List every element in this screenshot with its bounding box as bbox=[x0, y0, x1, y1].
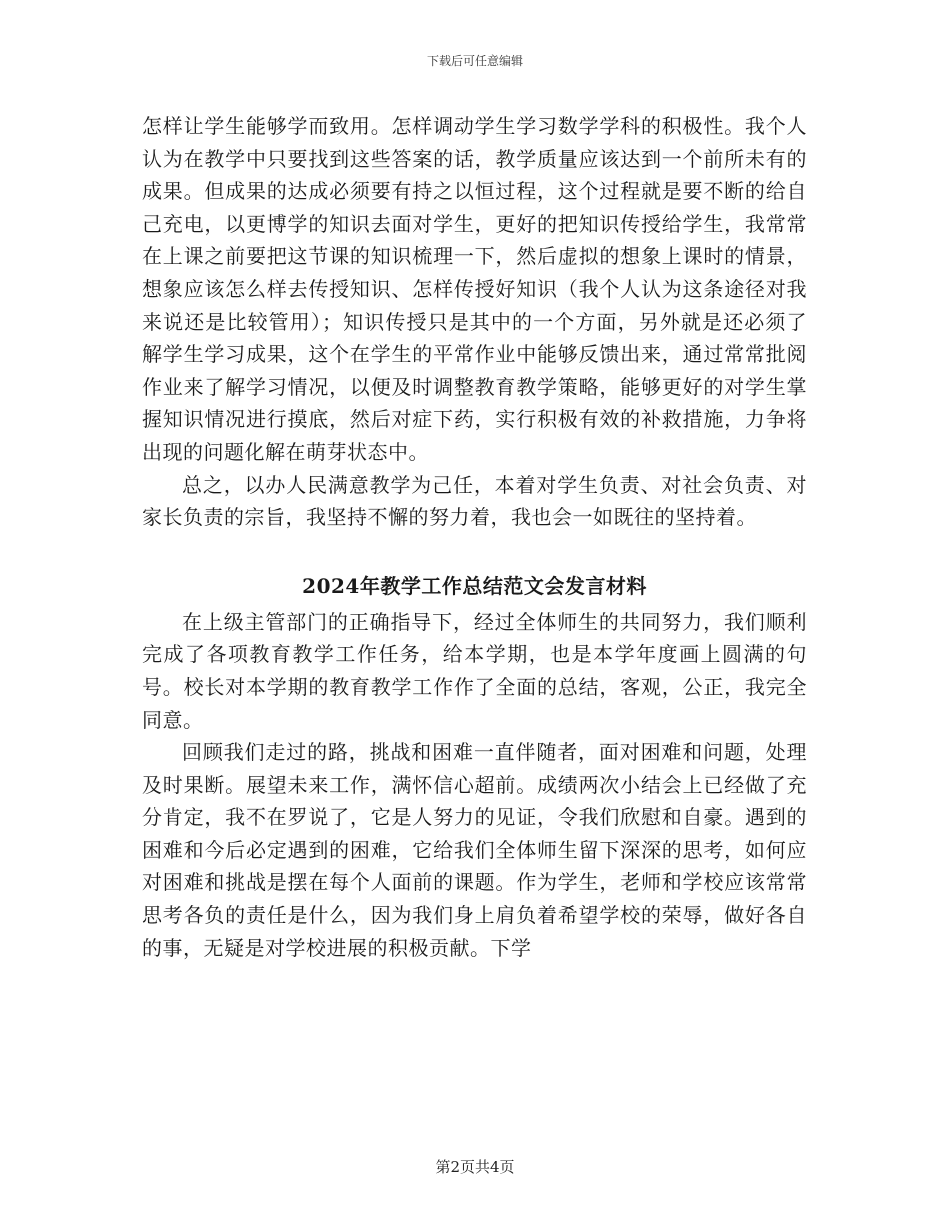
paragraph-conclusion: 总之，以办人民满意教学为己任，本着对学生负责、对社会负责、对家长负责的宗旨，我坚持不懈的努力着，我也会一如既往的坚持着。 bbox=[142, 472, 807, 530]
paragraph-continued: 怎样让学生能够学而致用。怎样调动学生学习数学学科的积极性。我个人认为在教学中只要找到这些答案的话，教学质量应该达到一个前所未有的成果。但成果的达成必须要有持之以恒过程，这个过程就是要不断的给自己充电，以更博学的知识去面对学生，更好的把知识传授给学生，我常常在上课之前要把这节课的知识梳理一下，然后虚拟的想象上课时的情景，想象应该怎么样去传授知识、怎样传授好知识（我个人认为这条途径对我来说还是比较管用）；知识传授只是其中的一个方面，另外就是还必须了解学生学习成果，这个在学生的平常作业中能够反馈出来，通过常常批阅作业来了解学习情况，以便及时调整教育教学策略，能够更好的对学生掌握知识情况进行摸底，然后对症下药，实行积极有效的补救措施，力争将出现的问题化解在萌芽状态中。 bbox=[142, 114, 807, 464]
paragraph-intro: 在上级主管部门的正确指导下，经过全体师生的共同努力，我们顺利完成了各项教育教学工作任务，给本学期，也是本学年度画上圆满的句号。校长对本学期的教育教学工作作了全面的总结，客观，公正，我完全同意。 bbox=[142, 609, 807, 732]
document-body bbox=[142, 110, 807, 964]
section-title: 2024年教学工作总结范文会发言材料 bbox=[302, 573, 647, 598]
page-header: 下载后可任意编辑 bbox=[426, 54, 523, 68]
page-footer: 第2页共4页 bbox=[435, 1158, 515, 1176]
paragraph-review: 回顾我们走过的路，挑战和困难一直伴随者，面对困难和问题，处理及时果断。展望未来工作，满怀信心超前。成绩两次小结会上已经做了充分肯定，我不在罗说了，它是人努力的见证，令我们欣慰和自豪。遇到的困难和今后必定遇到的困难，它给我们全体师生留下深深的思考，如何应对困难和挑战是摆在每个人面前的课题。作为学生，老师和学校应该常常思考各负的责任是什么，因为我们身上肩负着希望学校的荣辱，做好各自的事，无疑是对学校进展的积极贡献。下学 bbox=[142, 740, 807, 960]
